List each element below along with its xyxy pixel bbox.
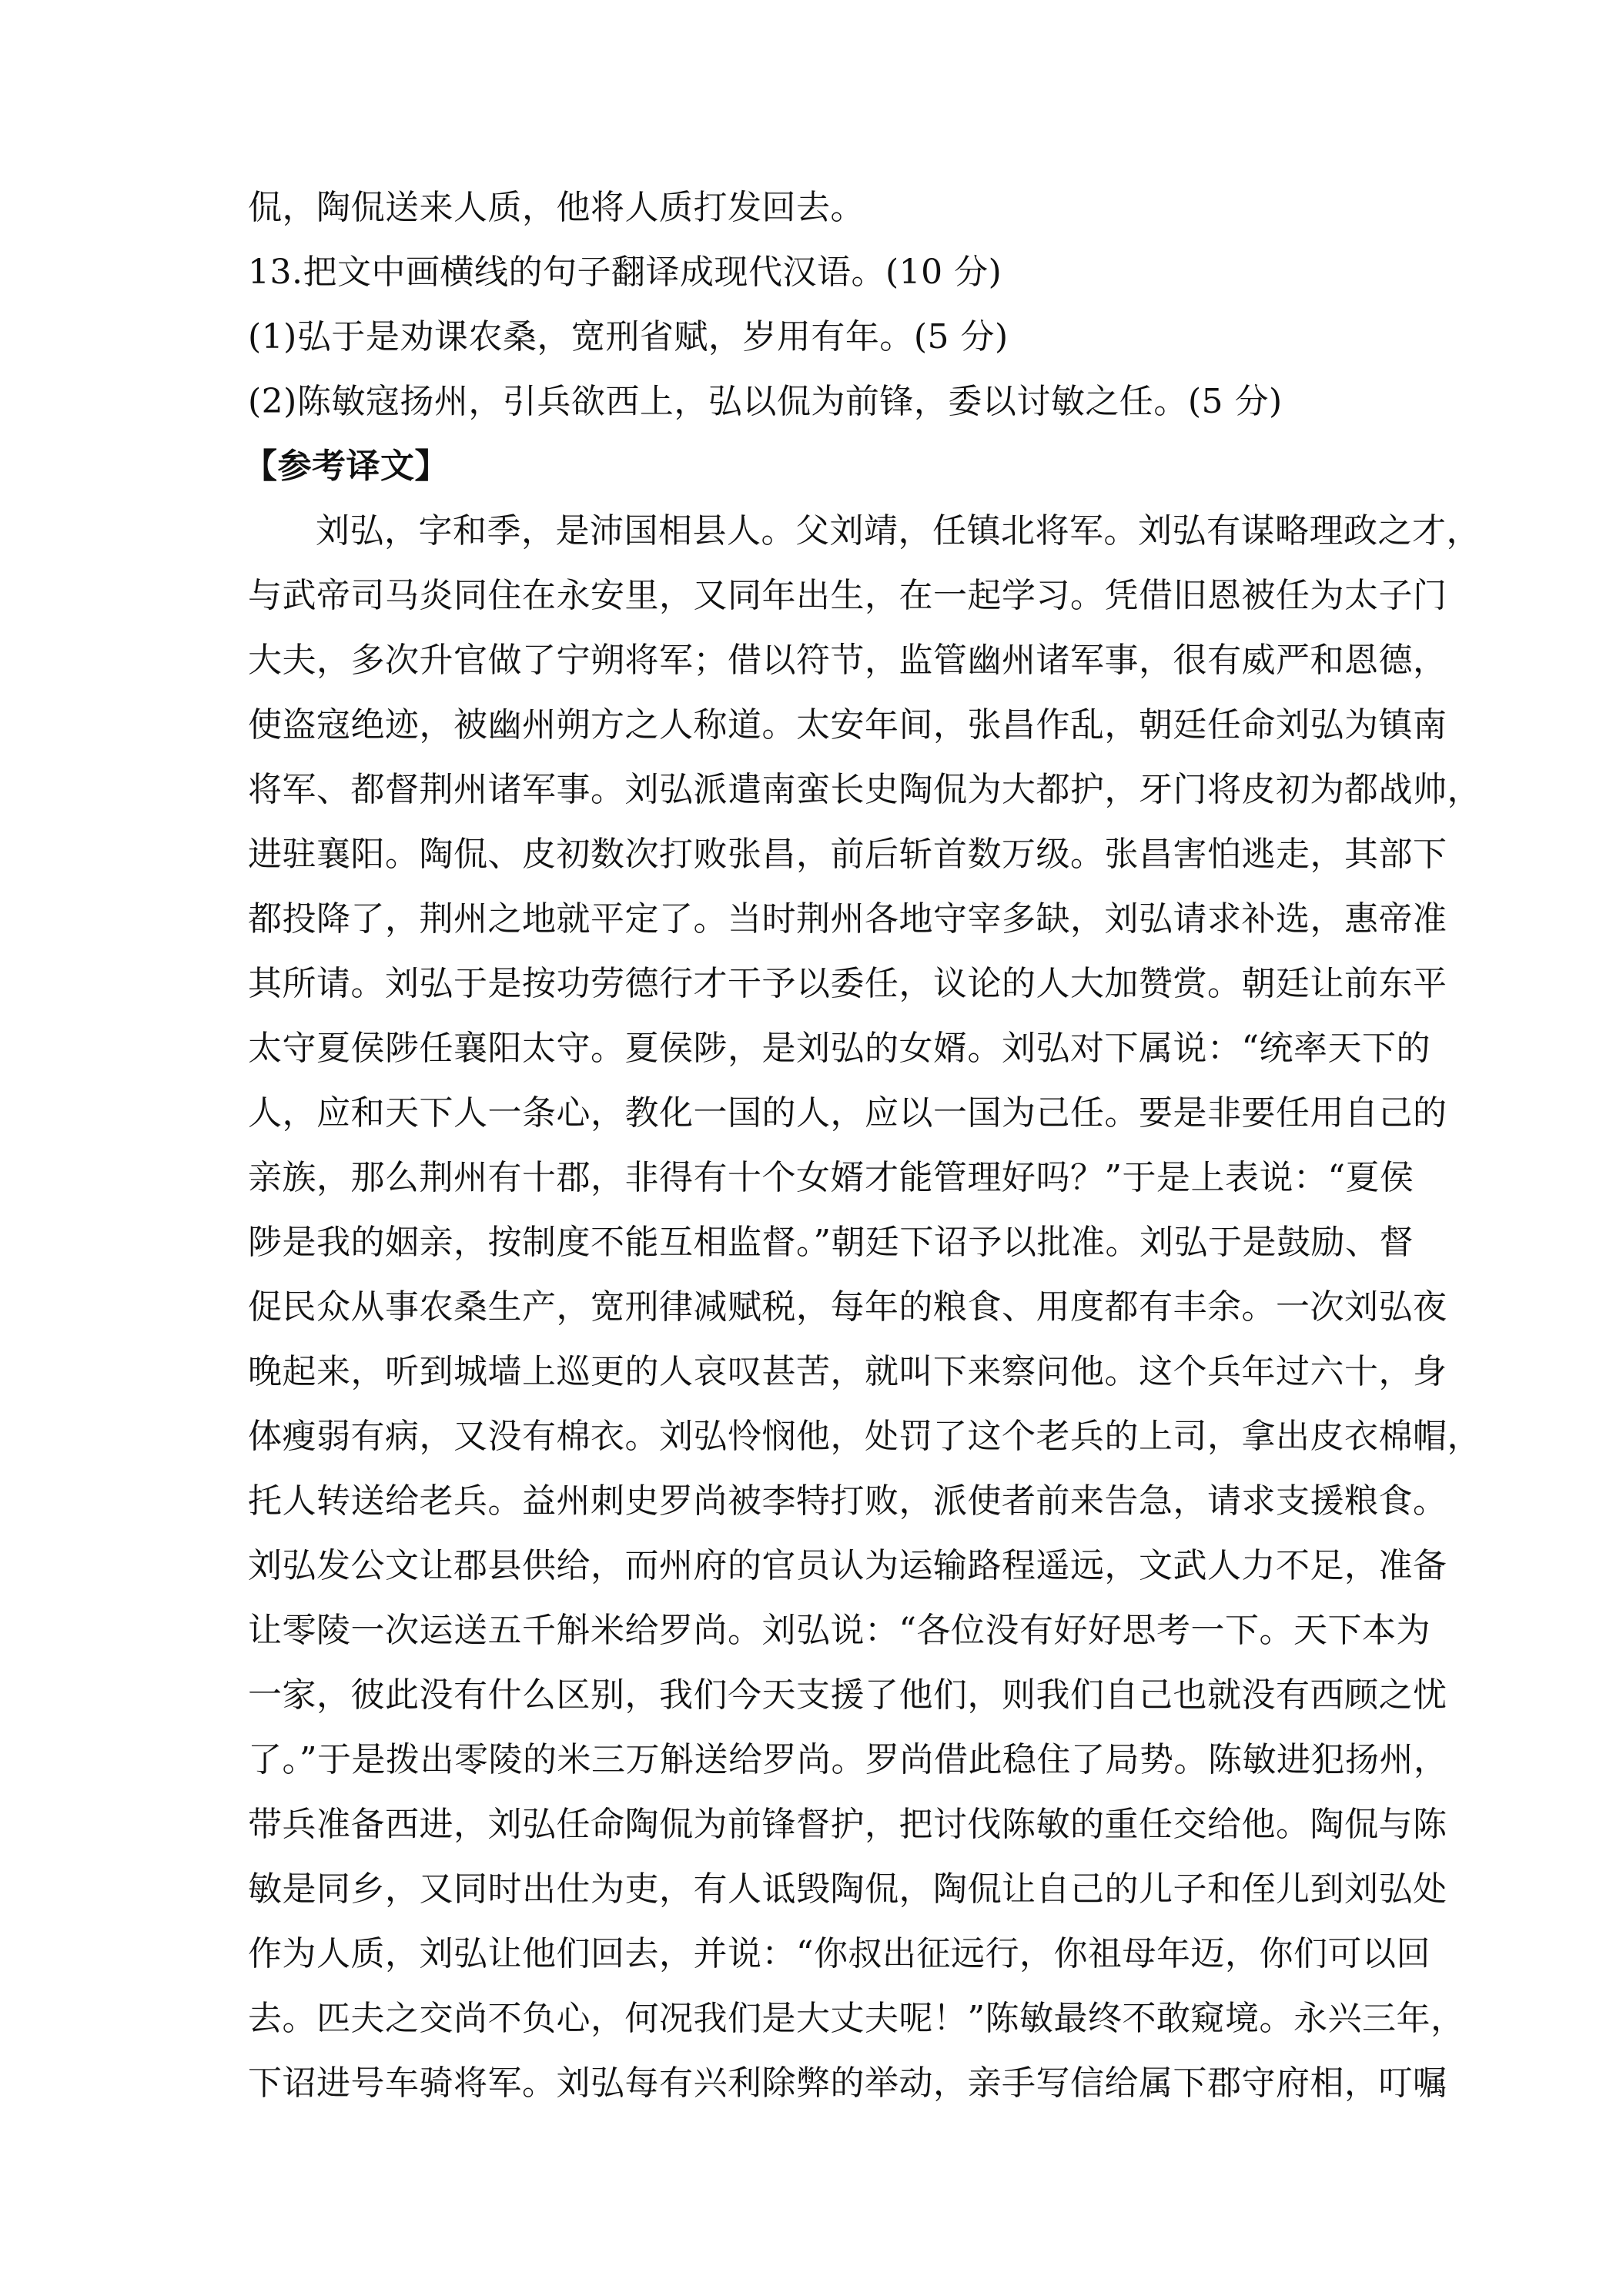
text-line-1: 侃，陶侃送来人质，他将人质打发回去。 — [248, 188, 865, 227]
body-line: 人，应和天下人一条心，教化一国的人，应以一国为己任。要是非要任用自己的 — [248, 1093, 1447, 1133]
body-line: 敏是同乡，又同时出仕为吏，有人诋毁陶侃，陶侃让自己的儿子和侄儿到刘弘处 — [248, 1869, 1447, 1909]
question-13-part-1: (1)弘于是劝课农桑，宽刑省赋，岁用有年。(5 分) — [248, 317, 1009, 356]
body-line: 一家，彼此没有什么区别，我们今天支援了他们，则我们自己也就没有西顾之忧 — [248, 1675, 1447, 1715]
body-line: 刘弘，字和季，是沛国相县人。父刘靖，任镇北将军。刘弘有谋略理政之才， — [316, 511, 1481, 551]
body-line: 刘弘发公文让郡县供给，而州府的官员认为运输路程遥远，文武人力不足，准备 — [248, 1546, 1447, 1585]
body-line: 其所请。刘弘于是按功劳德行才干予以委任，议论的人大加赞赏。朝廷让前东平 — [248, 964, 1447, 1003]
body-line: 让零陵一次运送五千斛米给罗尚。刘弘说：“各位没有好好思考一下。天下本为 — [248, 1611, 1431, 1650]
body-line: 下诏进号车骑将军。刘弘每有兴利除弊的举动，亲手写信给属下郡守府相，叮嘱 — [248, 2063, 1447, 2103]
translation-body — [248, 507, 1481, 2108]
body-line: 作为人质，刘弘让他们回去，并说：“你叔出征远行，你祖母年迈，你们可以回 — [248, 1934, 1431, 1973]
body-line: 大夫，多次升官做了宁朔将军；借以符节，监管幽州诸军事，很有威严和恩德， — [248, 641, 1447, 680]
section-heading: 【参考译文】 — [243, 447, 449, 486]
body-line: 晚起来，听到城墙上巡更的人哀叹甚苦，就叫下来察问他。这个兵年过六十，身 — [248, 1352, 1447, 1391]
body-line: 去。匹夫之交尚不负心，何况我们是大丈夫呢！”陈敏最终不敢窥境。永兴三年， — [248, 1999, 1465, 2038]
body-line: 了。”于是拨出零陵的米三万斛送给罗尚。罗尚借此稳住了局势。陈敏进犯扬州， — [248, 1740, 1448, 1779]
body-line: 亲族，那么荆州有十郡，非得有十个女婿才能管理好吗？”于是上表说：“夏侯 — [248, 1158, 1414, 1197]
document-content — [243, 183, 1481, 2124]
question-13-part-2: (2)陈敏寇扬州，引兵欲西上，弘以侃为前锋，委以讨敏之任。(5 分) — [248, 382, 1283, 421]
body-line: 使盗寇绝迹，被幽州朔方之人称道。太安年间，张昌作乱，朝廷任命刘弘为镇南 — [248, 705, 1447, 745]
body-line: 带兵准备西进，刘弘任命陶侃为前锋督护，把讨伐陈敏的重任交给他。陶侃与陈 — [248, 1805, 1447, 1844]
body-line: 将军、都督荆州诸军事。刘弘派遣南蛮长史陶侃为大都护，牙门将皮初为都战帅， — [248, 770, 1481, 809]
question-13: 13.把文中画横线的句子翻译成现代汉语。(10 分) — [248, 253, 1002, 292]
body-line: 体瘦弱有病，又没有棉衣。刘弘怜悯他，处罚了这个老兵的上司，拿出皮衣棉帽， — [248, 1417, 1481, 1456]
body-line: 太守夏侯陟任襄阳太守。夏侯陟，是刘弘的女婿。刘弘对下属说：“统率天下的 — [248, 1029, 1431, 1068]
body-line: 与武帝司马炎同住在永安里，又同年出生，在一起学习。凭借旧恩被任为太子门 — [248, 576, 1447, 615]
body-line: 促民众从事农桑生产，宽刑律减赋税，每年的粮食、用度都有丰余。一次刘弘夜 — [248, 1287, 1447, 1327]
body-line: 陟是我的姻亲，按制度不能互相监督。”朝廷下诏予以批准。刘弘于是鼓励、督 — [248, 1223, 1414, 1262]
body-line: 托人转送给老兵。益州刺史罗尚被李特打败，派使者前来告急，请求支援粮食。 — [248, 1481, 1447, 1521]
body-line: 进驻襄阳。陶侃、皮初数次打败张昌，前后斩首数万级。张昌害怕逃走，其部下 — [248, 835, 1447, 874]
body-line: 都投降了，荆州之地就平定了。当时荆州各地守宰多缺，刘弘请求补选，惠帝准 — [248, 899, 1447, 939]
